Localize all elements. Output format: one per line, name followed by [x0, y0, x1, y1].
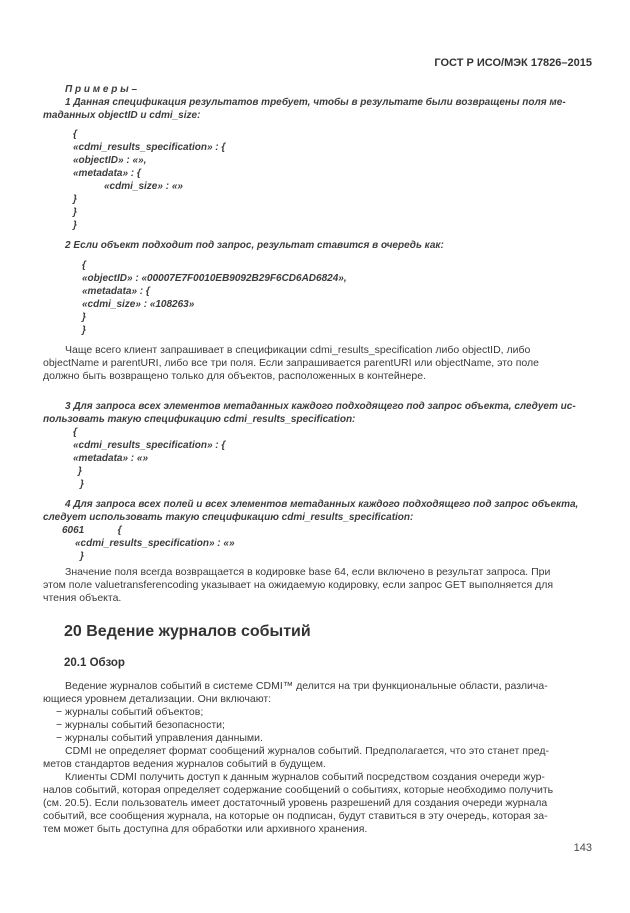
paragraph-line: тем может быть доступна для обработки или архивного хранения.: [43, 823, 368, 835]
example-text-line: следует использовать такую спецификацию cdmi_results_specification:: [43, 512, 414, 523]
code-line: «cdmi_results_specification» : {: [73, 440, 226, 451]
paragraph-line: (см. 20.5). Если пользователь имеет достаточный уровень разрешений для создания очереди журнала: [43, 797, 548, 809]
example-text-line: пользовать такую спецификацию cdmi_results_specification:: [43, 414, 356, 425]
code-line: «cdmi_size» : «»: [104, 181, 183, 192]
paragraph-line: этом поле valuetransferencoding указывает на ожидаемую кодировку, если запрос GET выполняется для: [43, 579, 554, 591]
example-3-code: [43, 426, 592, 491]
example-text-line: 4 Для запроса всех полей и всех элементов метаданных каждого подходящего под запрос объекта,: [65, 499, 579, 510]
code-line: 6061 {: [62, 525, 122, 536]
code-line: }: [73, 220, 77, 231]
code-line: «cdmi_results_specification» : {: [73, 142, 226, 153]
example-text-line: 3 Для запроса всех элементов метаданных каждого подходящего под запрос объекта, следует ис-: [65, 401, 576, 412]
example-3-text: [43, 400, 592, 426]
code-line: }: [80, 551, 84, 562]
example-4-text: [43, 498, 592, 524]
example-4-code: [43, 524, 592, 563]
paragraph-line: − журналы событий безопасности;: [56, 719, 225, 731]
paragraph-line: Ведение журналов событий в системе CDMI™ делится на три функциональные области, различа-: [65, 680, 548, 692]
paragraph-line: налов событий, которая определяет содержание сообщений о событиях, которые необходимо получить: [43, 784, 554, 796]
section-20-heading: 20 Ведение журналов событий: [64, 623, 311, 640]
code-line: «metadata» : «»: [73, 453, 149, 464]
code-line: }: [78, 466, 82, 477]
paragraph-line: Чаще всего клиент запрашивает в спецификации cdmi_results_specification либо objectID, либо: [65, 344, 531, 356]
example-text-line: 1 Данная спецификация результатов требует, чтобы в результате были возвращены поля ме-: [65, 97, 566, 108]
code-line: «metadata» : {: [73, 168, 141, 179]
code-line: «objectID» : «00007E7F0010EB9092B29F6CD6AD6824»,: [82, 273, 347, 284]
code-line: {: [82, 260, 86, 271]
code-line: }: [73, 194, 77, 205]
section-20-1-subheading: 20.1 Обзор: [64, 657, 125, 669]
paragraph-line: метов стандартов ведения журналов событий в будущем.: [43, 758, 326, 770]
paragraph-line: CDMI не определяет формат сообщений журналов событий. Предполагается, что это станет пред-: [65, 745, 549, 757]
paragraph-line: ющиеся уровнем детализации. Они включают:: [43, 693, 272, 705]
code-line: «metadata» : {: [82, 286, 150, 297]
example-2-text: [43, 239, 592, 252]
code-line: }: [82, 312, 86, 323]
example-1-code: [43, 128, 592, 232]
example-2-code: [43, 259, 592, 337]
paragraph-line: событий, все сообщения журнала, на которые он подписан, будут ставиться в эту очередь, которая за-: [43, 810, 548, 822]
example-text-line: 2 Если объект подходит под запрос, результат ставится в очередь как:: [65, 240, 444, 251]
code-line: «objectID» : «»,: [73, 155, 147, 166]
code-line: {: [73, 129, 77, 140]
section-20-1-body: [43, 680, 592, 836]
paragraph-line: должно быть возвращено только для объектов, расположенных в контейнере.: [43, 370, 426, 382]
example-text-line: таданных objectID и cdmi_size:: [43, 110, 201, 121]
examples-label: П р и м е р ы –: [65, 84, 138, 95]
paragraph-line: Клиенты CDMI получить доступ к данным журналов событий посредством создания очереди жур-: [65, 771, 545, 783]
example-1-text: [43, 96, 592, 122]
code-line: }: [73, 207, 77, 218]
page-number: 143: [573, 842, 592, 854]
code-line: }: [80, 479, 84, 490]
code-line: «cdmi_results_specification» : «»: [75, 538, 235, 549]
code-line: «cdmi_size» : «108263»: [82, 299, 195, 310]
paragraph-line: − журналы событий объектов;: [56, 706, 204, 718]
code-line: }: [82, 325, 86, 336]
paragraph-results-specification: [43, 344, 592, 383]
paragraph-line: objectName и parentURI, либо все три поля. Если запрашивается parentURI или objectName, это поле: [43, 357, 539, 369]
paragraph-line: Значение поля всегда возвращается в кодировке base 64, если включено в результат запроса. При: [65, 566, 551, 578]
paragraph-line: − журналы событий управления данными.: [56, 732, 263, 744]
paragraph-base64: [43, 566, 592, 605]
running-header: ГОСТ Р ИСО/МЭК 17826–2015: [434, 57, 592, 69]
code-line: {: [73, 427, 77, 438]
paragraph-line: чтения объекта.: [43, 592, 122, 604]
